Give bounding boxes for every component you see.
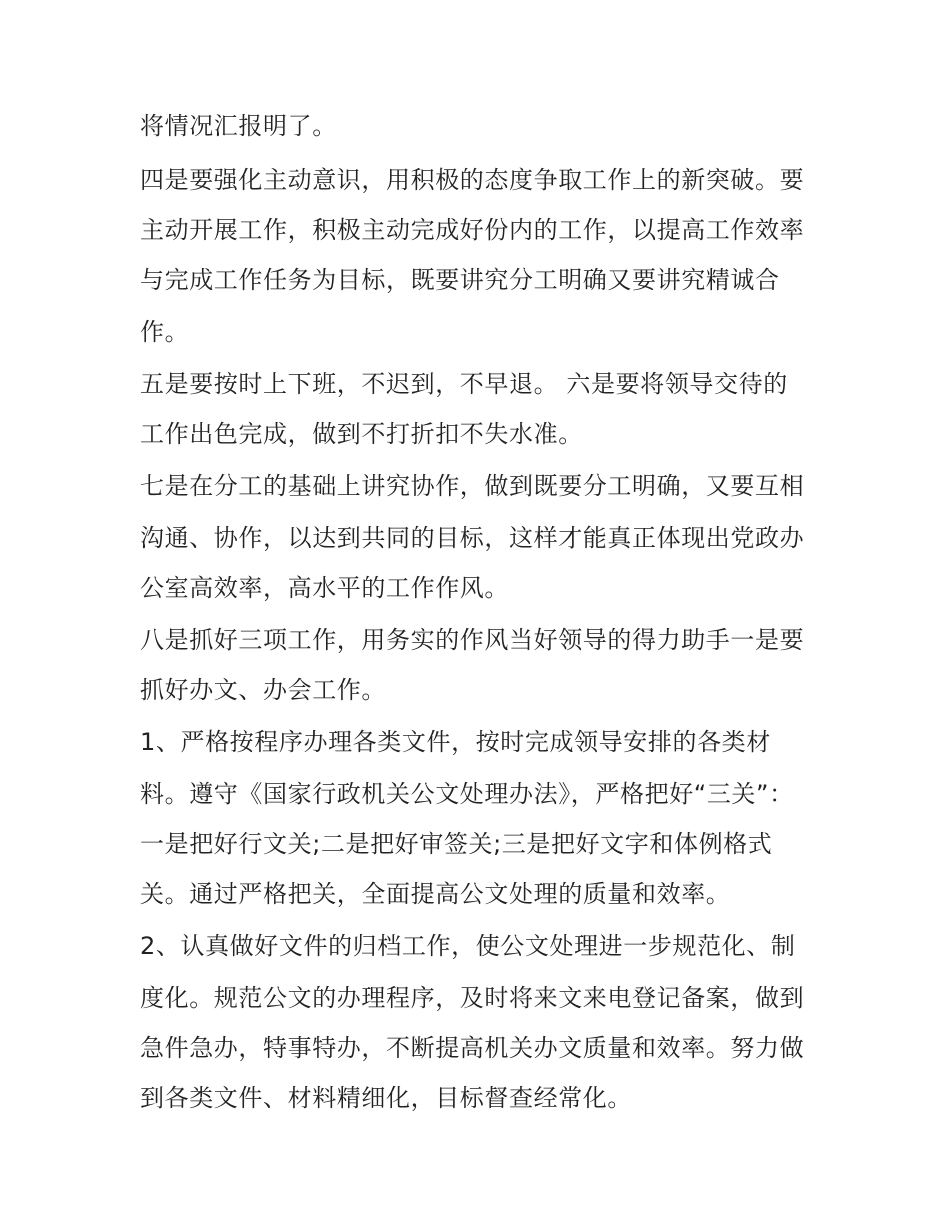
- text-line: 度化。规范公文的办理程序，及时将来文来电登记备案，做到: [140, 984, 805, 1012]
- text-line: 四是要强化主动意识，用积极的态度争取工作上的新突破。要: [140, 166, 805, 194]
- text-line: 沟通、协作，以达到共同的目标，这样才能真正体现出党政办: [140, 524, 805, 552]
- text-line: 工作出色完成，做到不打折扣不失水准。: [140, 420, 583, 448]
- text-line: 急件急办，特事特办，不断提高机关办文质量和效率。努力做: [140, 1034, 805, 1062]
- text-line: 一是把好行文关;二是把好审签关;三是把好文字和体例格式: [140, 830, 773, 858]
- text-line: 料。遵守《国家行政机关公文处理办法》，严格把好“三关”：: [140, 780, 794, 808]
- text-line: 公室高效率，高水平的工作作风。: [140, 574, 509, 602]
- text-line: 抓好办文、办会工作。: [140, 676, 386, 704]
- text-line: 2、认真做好文件的归档工作，使公文处理进一步规范化、制: [140, 932, 796, 960]
- text-line: 关。通过严格把关，全面提高公文处理的质量和效率。: [140, 880, 731, 908]
- text-line: 作。: [140, 318, 190, 346]
- text-line: 1、严格按程序办理各类文件，按时完成领导安排的各类材: [140, 728, 771, 756]
- text-line: 到各类文件、材料精细化，目标督查经常化。: [140, 1084, 632, 1112]
- text-line: 主动开展工作，积极主动完成好份内的工作，以提高工作效率: [140, 216, 805, 244]
- text-line: 五是要按时上下班，不迟到，不早退。 六是要将领导交待的: [140, 370, 788, 398]
- text-line: 八是抓好三项工作，用务实的作风当好领导的得力助手一是要: [140, 626, 805, 654]
- text-line: 与完成工作任务为目标，既要讲究分工明确又要讲究精诚合: [140, 266, 780, 294]
- text-line: 七是在分工的基础上讲究协作，做到既要分工明确，又要互相: [140, 472, 805, 500]
- text-line: 将情况汇报明了。: [140, 112, 337, 140]
